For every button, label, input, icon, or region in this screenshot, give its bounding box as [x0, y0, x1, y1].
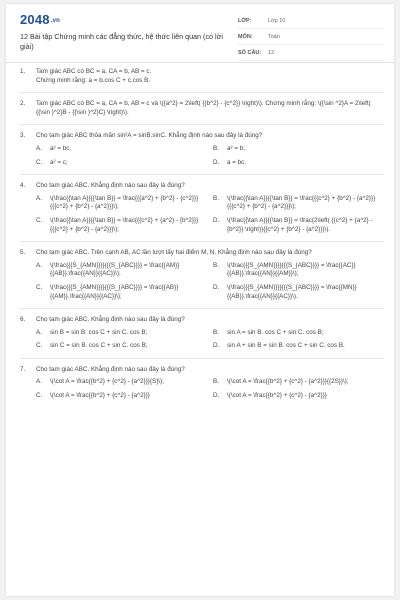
meta-value: Lớp 10	[268, 17, 286, 24]
answer-option[interactable]	[213, 159, 384, 168]
option-text: \(\frac{{\tan A}}{{\tan B}} = \frac{2\left( {{c^2} + {a^2} - {b^2}} \right)}{{c^2} + {b^2} - {a^2}}}\).	[227, 216, 373, 233]
question-stem	[36, 68, 384, 85]
option-letter: A.	[36, 328, 42, 336]
option-text: \(\frac{{{S_{AMN}}}}{{{S_{ABC}}}} = \frac{{AB}}{{AM}}.\frac{{AN}}{{AC}}\);	[50, 283, 179, 300]
answer-option[interactable]	[36, 284, 207, 301]
option-letter: D.	[213, 392, 220, 400]
answer-option[interactable]	[36, 262, 207, 279]
option-letter: B.	[213, 378, 219, 386]
question-number: 7.	[20, 365, 26, 373]
option-text: sin A = sin B. cos C + sin C. cos B;	[227, 328, 324, 336]
question-4	[20, 182, 384, 234]
question-text: Cho tam giác ABC. Trên cạnh AB, AC lần lượt lấy hai điểm M, N. Khẳng định nào sau đây là đúng?	[36, 249, 312, 257]
question-text: Cho tam giác ABC thỏa mãn sin²A = sinB.sinC. Khẳng định nào sau đây là đúng?	[36, 132, 263, 140]
question-divider	[20, 308, 384, 309]
option-text: a² = b;	[227, 144, 246, 152]
option-text: \(\frac{{\tan A}}{{\tan B}} = \frac{{{c^2} + {a^2} - {b^2}}}{{{c^2} + {b^2} - {a^2}}}\);	[50, 216, 199, 233]
option-letter: B.	[213, 194, 219, 202]
option-letter: B.	[213, 144, 219, 152]
meta-key: MÔN:	[238, 33, 253, 40]
question-3	[20, 132, 384, 167]
question-divider	[20, 358, 384, 359]
option-letter: B.	[213, 328, 219, 336]
option-letter: C.	[36, 283, 43, 291]
option-text: \(\frac{{\tan A}}{{\tan B}} = \frac{{{a^2} + {b^2} - {c^2}}}{{{c^2} + {b^2} - {a^2}}}\);	[50, 194, 199, 211]
question-text: Cho tam giác ABC. Khẳng định nào sau đây là đúng?	[36, 182, 185, 190]
option-text: \(\cot A = \frac{{b^2} + {c^2} - {a^2}}}	[50, 392, 150, 400]
option-text: \(\frac{{{S_{AMN}}}}{{{S_{ABC}}}} = \frac{{AM}}{{AB}}.\frac{{AN}}{{AC}}\);	[50, 261, 180, 278]
question-stem	[36, 182, 384, 191]
answer-options	[36, 378, 384, 400]
option-text: sin B = sin B. cos C + sin C. cos B;	[50, 328, 148, 336]
question-number: 5.	[20, 249, 26, 257]
answer-option[interactable]	[213, 217, 384, 234]
question-divider	[20, 124, 384, 125]
option-letter: D.	[213, 158, 220, 166]
meta-table	[238, 13, 384, 61]
document-header	[6, 4, 394, 63]
option-text: \(\cot A = \frac{{b^2} + {c^2} - {a^2}}}{{2S}}\);	[227, 378, 349, 386]
question-number: 4.	[20, 182, 26, 190]
question-number: 1.	[20, 68, 26, 75]
answer-option[interactable]	[213, 262, 384, 279]
logo-text: 2048	[20, 12, 50, 27]
question-2	[20, 100, 384, 117]
question-number: 2.	[20, 100, 26, 108]
answer-options	[36, 262, 384, 301]
document-title: 12 Bài tập Chứng minh các đẳng thức, hệ thức liên quan (có lời giải)	[20, 32, 223, 51]
answer-option[interactable]	[213, 378, 384, 387]
option-text: sin A + sin B = sin B. cos C + sin C. cos B.	[227, 342, 345, 350]
answer-option[interactable]	[36, 392, 207, 401]
option-letter: A.	[36, 194, 42, 202]
answer-option[interactable]	[36, 342, 207, 351]
question-stem	[36, 249, 384, 258]
question-number: 3.	[20, 132, 26, 140]
option-letter: C.	[36, 158, 43, 166]
question-5	[20, 249, 384, 301]
option-letter: D.	[213, 216, 220, 224]
question-text: Cho tam giác ABC. Khẳng định nào sau đây là đúng?	[36, 365, 185, 373]
option-text: \(\cot A = \frac{{b^2} + {c^2} - {a^2}}}{S}\);	[50, 378, 164, 386]
option-letter: A.	[36, 144, 42, 152]
option-letter: D.	[213, 283, 220, 291]
option-text: \(\cot A = \frac{{b^2} + {c^2} - {a^2}}}	[227, 392, 327, 400]
option-letter: C.	[36, 342, 43, 350]
answer-option[interactable]	[213, 329, 384, 338]
option-letter: C.	[36, 392, 43, 400]
meta-row-count	[238, 45, 384, 61]
meta-key: LỚP:	[238, 17, 252, 24]
option-text: \(\frac{{\tan A}}{{\tan B}} = \frac{{{c^2} + {b^2} - {a^2}}}{{{c^2} + {b^2} - {a^2}}}\);	[227, 194, 376, 211]
answer-option[interactable]	[36, 329, 207, 338]
question-text: Tam giác ABC có BC = a, CA = b, AB = c.	[36, 68, 152, 75]
answer-options	[36, 145, 384, 167]
option-letter: A.	[36, 378, 42, 386]
document-page	[6, 4, 394, 596]
option-text: \(\frac{{{S_{AMN}}}}{{{S_{ABC}}}} = \frac{{MN}}{{AB}}.\frac{{AN}}{{AC}}\).	[227, 283, 357, 300]
option-letter: B.	[213, 261, 219, 269]
answer-option[interactable]	[213, 195, 384, 212]
answer-option[interactable]	[36, 145, 207, 154]
meta-row-class	[238, 13, 384, 29]
question-stem	[36, 100, 384, 117]
option-text: sin C = sin B. cos C + sin C. cos B;	[50, 342, 148, 350]
answer-option[interactable]	[36, 378, 207, 387]
site-logo[interactable]	[20, 12, 60, 27]
question-number: 6.	[20, 316, 26, 324]
question-stem	[36, 366, 384, 375]
answer-option[interactable]	[213, 342, 384, 351]
answer-option[interactable]	[36, 217, 207, 234]
question-text: Cho tam giác ABC. Khẳng định nào sau đây là đúng?	[36, 316, 185, 324]
answer-option[interactable]	[213, 392, 384, 401]
question-text: Chứng minh rằng: a = b.cos C + c.cos B.	[36, 76, 151, 84]
option-letter: D.	[213, 342, 220, 350]
meta-value: 12	[268, 49, 275, 56]
question-divider	[20, 174, 384, 175]
option-text: \(\frac{{{S_{AMN}}}}{{{S_{ABC}}}} = \frac{{AC}}{{AB}}.\frac{{AN}}{{AM}}\);	[227, 261, 356, 278]
option-letter: C.	[36, 216, 43, 224]
question-divider	[20, 92, 384, 93]
answer-options	[36, 329, 384, 351]
meta-value: Toán	[268, 33, 280, 40]
option-text: a² = bc;	[50, 144, 72, 152]
option-text: a² = c;	[50, 158, 68, 166]
option-text: a = bc.	[227, 158, 247, 166]
question-1	[20, 68, 384, 85]
meta-key: SỐ CÂU:	[238, 49, 262, 56]
answer-option[interactable]	[36, 159, 207, 168]
meta-row-subject	[238, 29, 384, 45]
answer-options	[36, 195, 384, 234]
question-7	[20, 366, 384, 401]
option-letter: A.	[36, 261, 42, 269]
answer-option[interactable]	[36, 195, 207, 212]
question-stem	[36, 316, 384, 325]
logo-suffix: .vn	[50, 17, 61, 24]
question-stem	[36, 132, 384, 141]
question-text: Tam giác ABC có BC = a, CA = b, AB = c và \({a^2} = 2\left( {{b^2} - {c^2}} \right)\). Chứng minh rằng: \({\sin ^2}A = 2\left( {{\sin }^2}B - {{\sin }^2}C} \right)\).	[36, 100, 371, 116]
question-divider	[20, 241, 384, 242]
question-6	[20, 316, 384, 351]
answer-option[interactable]	[213, 145, 384, 154]
question-list	[20, 68, 384, 401]
answer-option[interactable]	[213, 284, 384, 301]
